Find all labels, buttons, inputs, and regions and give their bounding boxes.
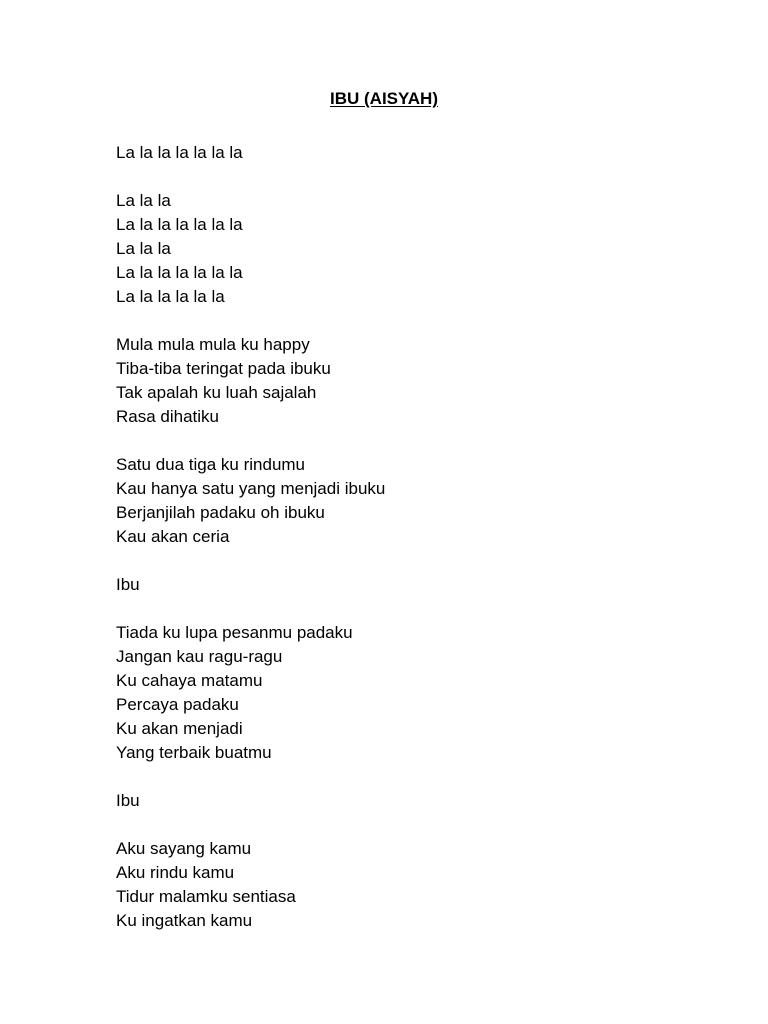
lyric-line: Kau akan ceria: [116, 527, 230, 546]
lyric-line: La la la la la la la: [116, 143, 243, 162]
lyric-line: Aku sayang kamu: [116, 839, 252, 858]
lyric-line: Tiba-tiba teringat pada ibuku: [116, 359, 331, 378]
lyric-line: Berjanjilah padaku oh ibuku: [116, 503, 325, 522]
lyric-line: Ku ingatkan kamu: [116, 911, 253, 930]
stanza-7: [116, 789, 716, 813]
stanza-2: [116, 189, 716, 309]
lyric-line: La la la la la la: [116, 287, 225, 306]
lyric-line: Percaya padaku: [116, 695, 239, 714]
lyric-line: Kau hanya satu yang menjadi ibuku: [116, 479, 386, 498]
stanza-1: [116, 141, 716, 165]
lyric-line: Tiada ku lupa pesanmu padaku: [116, 623, 353, 642]
lyric-line: Ibu: [116, 791, 140, 810]
stanza-5: [116, 573, 716, 597]
lyric-line: Mula mula mula ku happy: [116, 335, 310, 354]
lyric-line: Tak apalah ku luah sajalah: [116, 383, 317, 402]
stanza-8: [116, 837, 716, 933]
lyric-line: Ku cahaya matamu: [116, 671, 263, 690]
lyric-line: Tidur malamku sentiasa: [116, 887, 296, 906]
lyrics-body: [116, 141, 716, 957]
stanza-6: [116, 621, 716, 765]
lyric-line: Satu dua tiga ku rindumu: [116, 455, 306, 474]
lyric-line: Rasa dihatiku: [116, 407, 220, 426]
lyric-line: La la la la la la la: [116, 215, 243, 234]
lyric-line: Aku rindu kamu: [116, 863, 235, 882]
stanza-3: [116, 333, 716, 429]
stanza-4: [116, 453, 716, 549]
lyric-line: Ibu: [116, 575, 140, 594]
lyric-line: La la la la la la la: [116, 263, 243, 282]
lyric-line: Yang terbaik buatmu: [116, 743, 272, 762]
lyric-line: La la la: [116, 239, 171, 258]
lyric-line: Ku akan menjadi: [116, 719, 243, 738]
song-title: IBU (AISYAH): [330, 89, 438, 108]
lyric-line: Jangan kau ragu-ragu: [116, 647, 283, 666]
lyric-line: La la la: [116, 191, 171, 210]
